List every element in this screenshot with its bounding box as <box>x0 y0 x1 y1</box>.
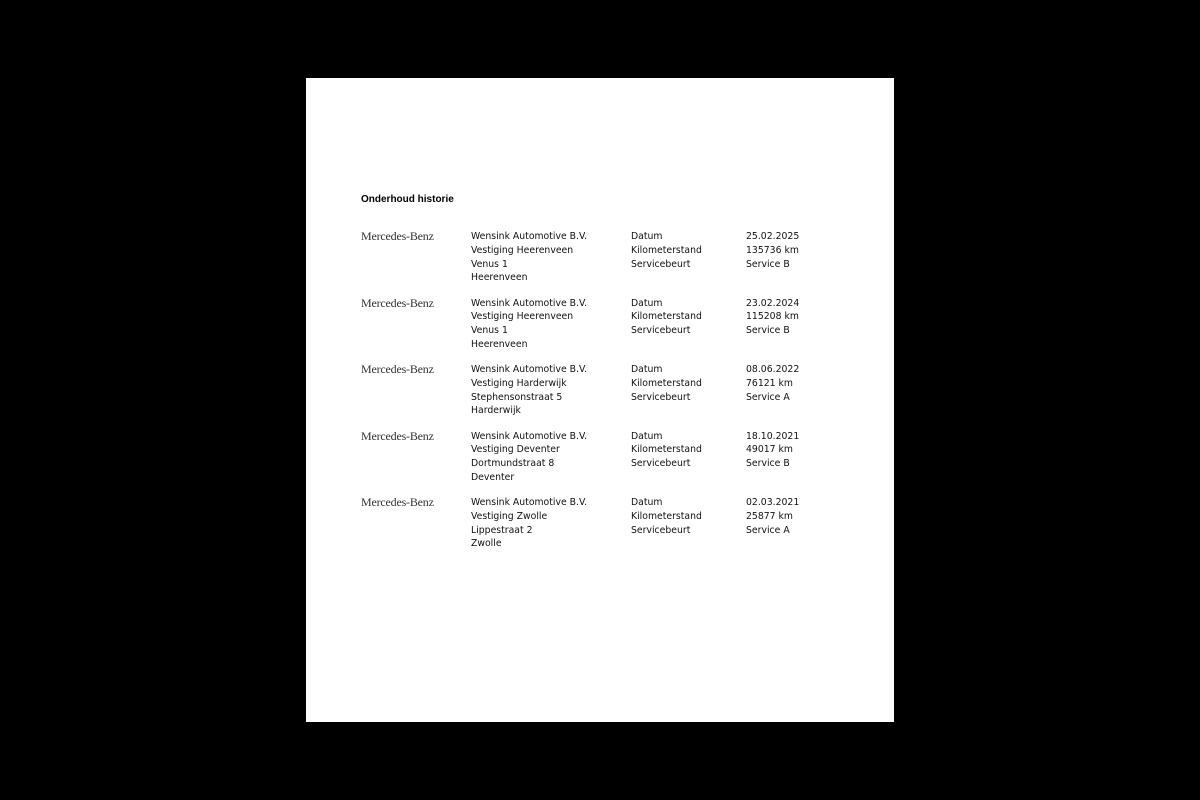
mileage-label: Kilometerstand <box>631 244 702 256</box>
brand-logo: Mercedes-Benz <box>361 229 434 243</box>
date-value: 23.02.2024 <box>746 297 800 309</box>
dealer-name: Wensink Automotive B.V. <box>471 430 588 442</box>
dealer-name: Wensink Automotive B.V. <box>471 297 588 309</box>
dealer-address <box>471 297 587 352</box>
dealer-street: Dortmundstraat 8 <box>471 458 555 470</box>
maintenance-record <box>361 296 841 363</box>
service-value: Service A <box>746 391 790 403</box>
dealer-branch: Vestiging Heerenveen <box>471 311 574 323</box>
dealer-name: Wensink Automotive B.V. <box>471 497 588 508</box>
maintenance-record <box>361 429 841 496</box>
dealer-branch: Vestiging Zwolle <box>471 510 548 522</box>
service-value: Service B <box>746 325 790 337</box>
mileage-label: Kilometerstand <box>631 444 702 456</box>
date-value: 18.10.2021 <box>746 430 800 442</box>
date-label: Datum <box>631 297 663 309</box>
mileage-value: 49017 km <box>746 444 793 456</box>
maintenance-history-list <box>361 229 841 562</box>
field-values <box>746 363 799 404</box>
dealer-branch: Vestiging Heerenveen <box>471 244 574 256</box>
brand-logo: Mercedes-Benz <box>361 428 434 443</box>
dealer-branch: Vestiging Harderwijk <box>471 377 567 389</box>
mileage-value: 135736 km <box>746 244 799 256</box>
field-labels <box>631 430 702 471</box>
dealer-street: Venus 1 <box>471 258 508 270</box>
maintenance-record <box>361 229 841 296</box>
mileage-label: Kilometerstand <box>631 311 702 323</box>
dealer-city: Heerenveen <box>471 272 528 284</box>
service-label: Servicebeurt <box>631 391 691 403</box>
brand-logo: Mercedes-Benz <box>361 295 434 310</box>
field-values <box>746 430 799 471</box>
mileage-value: 115208 km <box>746 311 799 323</box>
dealer-address <box>471 363 587 418</box>
field-labels <box>631 496 702 537</box>
field-labels <box>631 363 702 404</box>
field-values <box>746 297 799 338</box>
service-value: Service B <box>746 258 790 270</box>
field-labels <box>631 230 702 271</box>
dealer-address <box>471 230 587 285</box>
mileage-value: 76121 km <box>746 377 793 389</box>
dealer-name: Wensink Automotive B.V. <box>471 364 588 375</box>
date-value: 25.02.2025 <box>746 231 800 242</box>
date-value: 08.06.2022 <box>746 364 800 375</box>
dealer-street: Venus 1 <box>471 325 508 337</box>
service-label: Servicebeurt <box>631 325 691 337</box>
maintenance-record <box>361 362 841 429</box>
date-label: Datum <box>631 497 663 508</box>
service-label: Servicebeurt <box>631 458 691 470</box>
brand-logo: Mercedes-Benz <box>361 495 434 509</box>
service-value: Service A <box>746 524 790 536</box>
dealer-street: Stephensonstraat 5 <box>471 391 563 403</box>
service-value: Service B <box>746 458 790 470</box>
dealer-address <box>471 430 587 485</box>
mileage-label: Kilometerstand <box>631 377 702 389</box>
date-label: Datum <box>631 364 663 375</box>
dealer-name: Wensink Automotive B.V. <box>471 231 588 242</box>
field-labels <box>631 297 702 338</box>
mileage-label: Kilometerstand <box>631 510 702 522</box>
page-title: Onderhoud historie <box>361 194 454 205</box>
dealer-city: Zwolle <box>471 538 502 550</box>
field-values <box>746 496 799 537</box>
dealer-city: Heerenveen <box>471 338 528 350</box>
date-label: Datum <box>631 430 663 442</box>
service-label: Servicebeurt <box>631 524 691 536</box>
date-value: 02.03.2021 <box>746 497 800 508</box>
document-page <box>306 78 894 722</box>
brand-logo: Mercedes-Benz <box>361 362 434 376</box>
dealer-address <box>471 496 587 551</box>
service-label: Servicebeurt <box>631 258 691 270</box>
date-label: Datum <box>631 231 663 242</box>
dealer-branch: Vestiging Deventer <box>471 444 560 456</box>
dealer-city: Harderwijk <box>471 405 521 417</box>
dealer-city: Deventer <box>471 471 515 483</box>
field-values <box>746 230 799 271</box>
dealer-street: Lippestraat 2 <box>471 524 533 536</box>
maintenance-record <box>361 495 841 562</box>
mileage-value: 25877 km <box>746 510 793 522</box>
